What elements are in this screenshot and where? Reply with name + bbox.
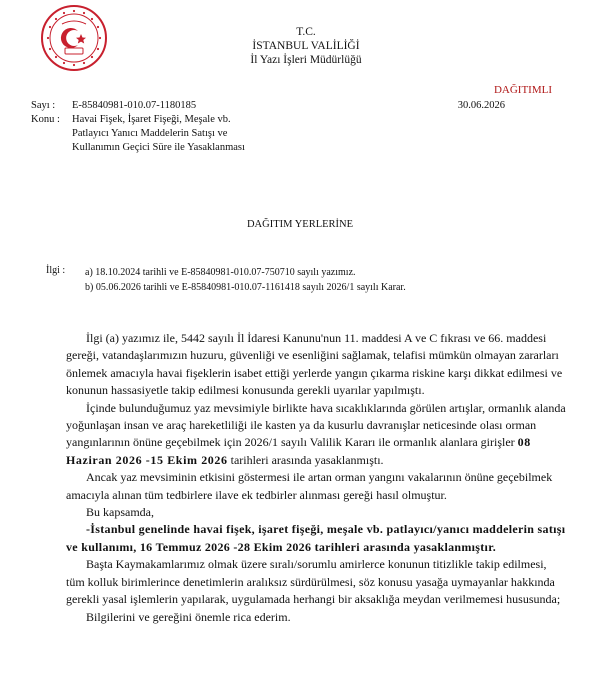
reference-list [85,265,406,295]
subject-label: Konu : [31,114,60,125]
body-paragraph: İlgi (a) yazımız ile, 5442 sayılı İl İdaresi Kanunu'nun 11. maddesi A ve C fıkrası ve 66. maddesi gereği, vatandaşlarımızın huzuru, güvenliği ve esenliğini sağlamak, telafisi mümkün olmayan zararları önlemek amacıyla havai fişeklerin isabet ettiği yerlerde yangın çıkarma riskine karşı dikkat edilmesi ve konunun hassasiyetle takip edilmesi konusunda gerekli uyarılar yapılmıştı. [66,331,563,398]
reference-item: a) 18.10.2024 tarihli ve E-85840981-010.07-750710 sayılı yazımız. [85,267,356,278]
subject-line: Patlayıcı Yanıcı Maddelerin Satışı ve [72,128,228,139]
number-label: Sayı : [31,100,56,111]
forest-ban-dates: 08 Haziran 2026 -15 Ekim 2026 [66,435,531,467]
header-line-directorate: İl Yazı İşleri Müdürlüğü [250,54,362,66]
subject-text [72,113,332,155]
subject-line: Kullanımın Geçici Süre ile Yasaklanması [72,142,245,153]
reference-item: b) 05.06.2026 tarihli ve E-85840981-010.07-1161418 sayılı 2026/1 sayılı Karar. [85,282,406,293]
body-text: tarihleri arasında yasaklanmıştı. [230,452,384,467]
body-paragraph [66,400,566,470]
recipient-heading: DAĞITIM YERLERİNE [246,219,354,230]
subject-line: Havai Fişek, İşaret Fişeği, Meşale vb. [72,114,231,125]
body-paragraph: Ancak yaz mevsiminin etkisini göstermesi ile artan orman yangını vakalarının önüne geçebilmek amacıyla alınan tüm tedbirlere ilave ek tedbirler alınması gereği hasıl olmuştur. [66,470,553,502]
reference-label: İlgi : [46,265,66,276]
letter-body [66,330,566,626]
body-paragraph: Bu kapsamda, [86,505,154,520]
ban-decision: -İstanbul genelinde havai fişek, işaret fişeği, meşale vb. patlayıcı/yanıcı maddelerin satışı ve kullanımı, 16 Temmuz 2026 -28 Ekim 2026 tarihleri arasında yasaklanmıştır. [66,522,566,554]
body-paragraph: Başta Kaymakamlarımız olmak üzere sıralı/sorumlu amirlerce konunun titizlikle takip edilmesi, tüm kolluk birimlerince denetimlerin aralıksız sürdürülmesi, söz konusu yasağa uymayanlar hakkında gerekli yasal işlemlerin yapılarak, uygulamada herhangi bir aksaklığa meydan verilmemesi hususunda; [66,557,561,607]
document-date: 30.06.2026 [457,100,505,111]
header-line-tc: T.C. [296,26,316,38]
closing-line: Bilgilerini ve gereğini önemle rica ederim. [86,609,291,624]
body-text: İçinde bulunduğumuz yaz mevsimiyle birlikte hava sıcaklıklarında görülen artışlar, ormanlık alanda yoğunlaşan insan ve araç hareketliliği ile kasten ya da kusurlu davranışlar neticesinde olası orman yangınlarının önüne geçebilmek için 2026/1 sayılı Valilik Kararı ile ormanlık alanlara girişler [66,400,566,450]
header-line-governorship: İSTANBUL VALİLİĞİ [252,40,360,52]
document-number: E-85840981-010.07-1180185 [72,100,197,111]
distribution-stamp: DAĞITIMLI [493,84,552,96]
